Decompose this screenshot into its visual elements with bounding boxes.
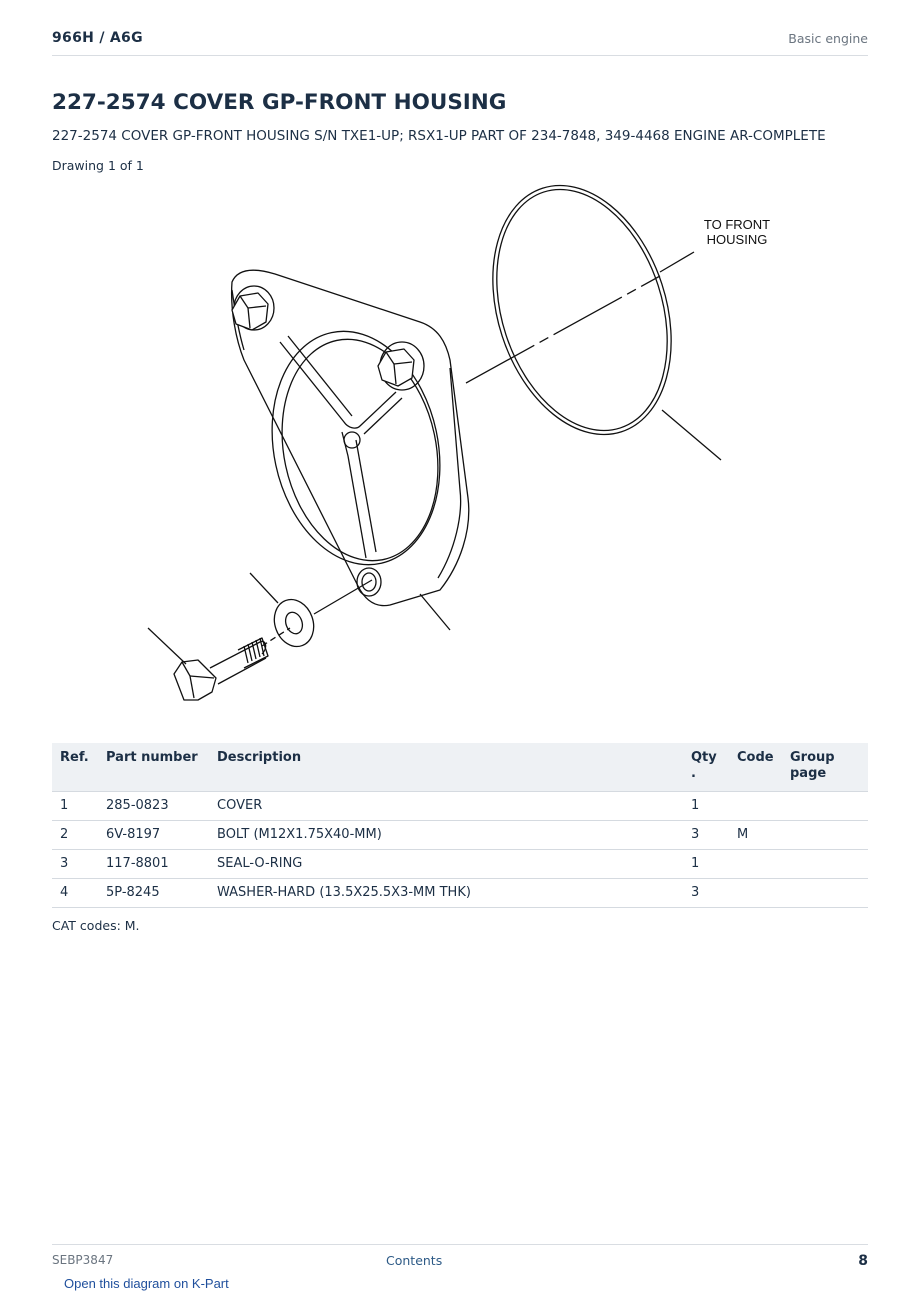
page-footer	[52, 1244, 868, 1274]
cell-part-number: 285-0823	[98, 792, 209, 821]
table-row	[52, 879, 868, 908]
contents-link[interactable]: Contents	[386, 1253, 443, 1268]
qty-header-line-1: Qty	[691, 750, 717, 765]
cover-plate	[232, 270, 469, 605]
cell-description: COVER	[209, 792, 683, 821]
cell-part-number: 6V-8197	[98, 821, 209, 850]
cat-codes-note: CAT codes: M.	[52, 918, 140, 933]
cell-ref: 2	[52, 821, 98, 850]
cell-group-page	[782, 821, 868, 850]
callout-leader-line	[660, 252, 694, 272]
page-title: 227-2574 COVER GP-FRONT HOUSING	[52, 90, 507, 115]
col-qty-header	[683, 743, 729, 792]
cell-code	[729, 879, 782, 908]
washer-leader-line	[250, 573, 278, 603]
qty-header-line-2: .	[691, 766, 696, 781]
group-header-line-1: Group	[790, 750, 835, 765]
cell-code	[729, 792, 782, 821]
col-description-header: Description	[209, 743, 683, 792]
front-housing-callout	[692, 217, 782, 247]
cell-qty: 1	[683, 792, 729, 821]
col-ref-header: Ref.	[52, 743, 98, 792]
table-header-row	[52, 743, 868, 792]
parts-table	[52, 743, 868, 908]
drawing-count: Drawing 1 of 1	[52, 158, 144, 173]
bolt-leader-line	[148, 628, 186, 664]
page-subtitle: 227-2574 COVER GP-FRONT HOUSING S/N TXE1-UP; RSX1-UP PART OF 234-7848, 349-4468 ENGINE AR-COMPLETE	[52, 128, 826, 144]
parts-diagram-drawing	[120, 180, 760, 720]
col-group-page-header	[782, 743, 868, 792]
page-header	[52, 28, 868, 56]
cell-qty: 3	[683, 821, 729, 850]
cell-group-page	[782, 850, 868, 879]
cell-description: BOLT (M12X1.75X40-MM)	[209, 821, 683, 850]
open-in-kpart-link[interactable]: Open this diagram on K-Part	[64, 1276, 229, 1291]
washer	[268, 594, 320, 652]
callout-line-1: TO FRONT	[703, 217, 771, 232]
col-code-header: Code	[729, 743, 782, 792]
cell-group-page	[782, 792, 868, 821]
cell-part-number: 117-8801	[98, 850, 209, 879]
cell-part-number: 5P-8245	[98, 879, 209, 908]
table-row	[52, 821, 868, 850]
cell-group-page	[782, 879, 868, 908]
cell-qty: 3	[683, 879, 729, 908]
cover-leader-line	[420, 594, 450, 630]
page-number: 8	[858, 1253, 868, 1269]
callout-line-2: HOUSING	[706, 232, 768, 247]
cell-qty: 1	[683, 850, 729, 879]
cell-ref: 1	[52, 792, 98, 821]
washer-axis-line	[314, 580, 372, 614]
cell-description: WASHER-HARD (13.5X25.5X3-MM THK)	[209, 879, 683, 908]
table-row	[52, 850, 868, 879]
loose-bolt	[174, 628, 290, 700]
cell-description: SEAL-O-RING	[209, 850, 683, 879]
col-part-number-header: Part number	[98, 743, 209, 792]
cell-ref: 4	[52, 879, 98, 908]
document-id: SEBP3847	[52, 1253, 114, 1267]
assembly-axis-line	[466, 276, 660, 383]
section-label: Basic engine	[788, 31, 868, 46]
group-header-line-2: page	[790, 766, 827, 781]
cell-ref: 3	[52, 850, 98, 879]
table-row	[52, 792, 868, 821]
cell-code	[729, 850, 782, 879]
cell-code: M	[729, 821, 782, 850]
installed-bolt-heads	[232, 293, 414, 386]
seal-leader-line	[662, 410, 721, 460]
model-label: 966H / A6G	[52, 30, 143, 46]
parts-diagram	[120, 180, 771, 720]
